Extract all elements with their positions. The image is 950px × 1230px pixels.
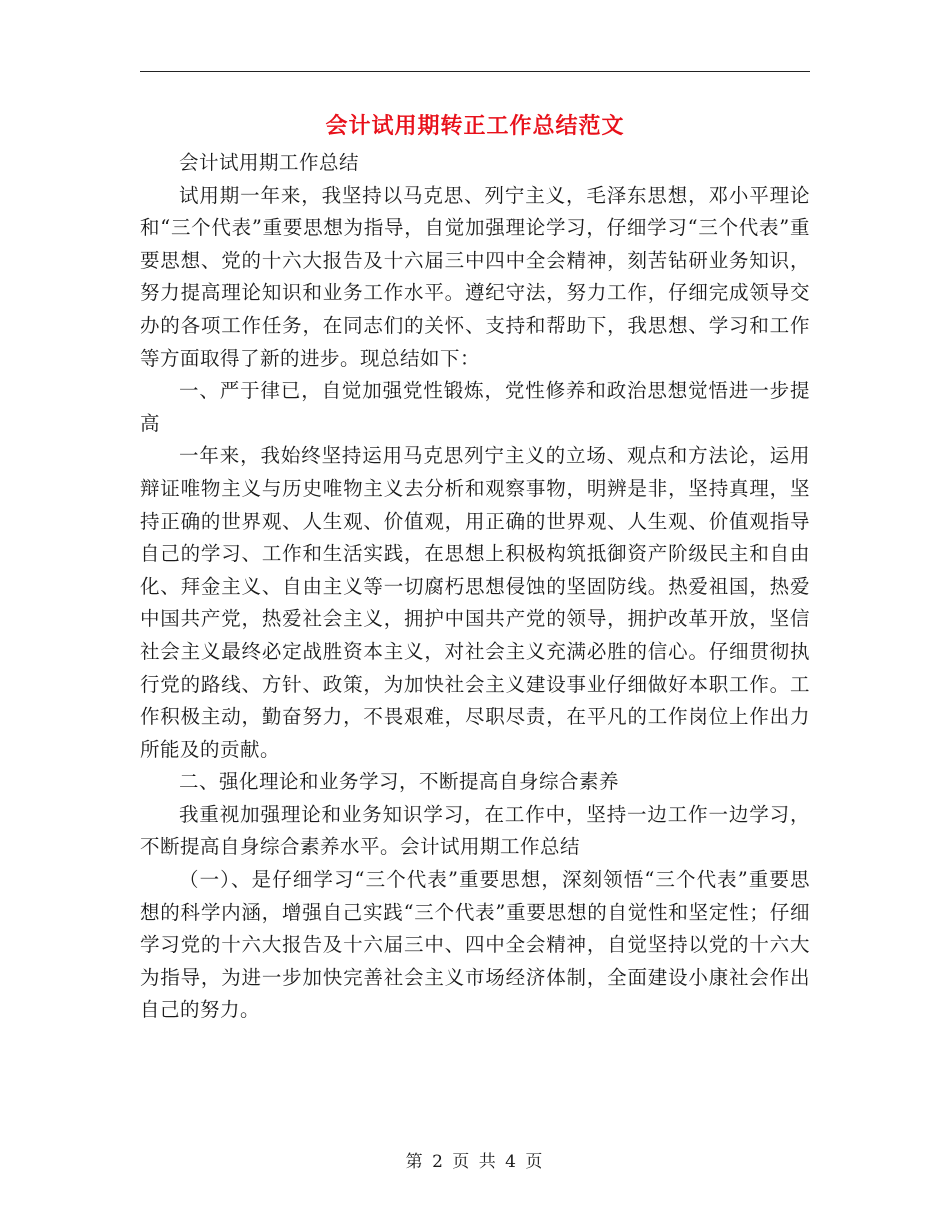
- paragraph-section-1: 一年来，我始终坚持运用马克思列宁主义的立场、观点和方法论，运用辩证唯物主义与历史唯物主义去分析和观察事物，明辨是非，坚持真理，坚持正确的世界观、人生观、价值观，用正确的世界观、人生观、价值观指导自己的学习、工作和生活实践，在思想上积极构筑抵御资产阶级民主和自由化、拜金主义、自由主义等一切腐朽思想侵蚀的坚固防线。热爱祖国，热爱中国共产党，热爱社会主义，拥护中国共产党的领导，拥护改革开放，坚信社会主义最终必定战胜资本主义，对社会主义充满必胜的信心。仔细贯彻执行党的路线、方针、政策，为加快社会主义建设事业仔细做好本职工作。工作积极主动，勤奋努力，不畏艰难，尽职尽责，在平凡的工作岗位上作出力所能及的贡献。: [140, 444, 810, 761]
- paragraph-section-2: 我重视加强理论和业务知识学习，在工作中，坚持一边工作一边学习，不断提高自身综合素养水平。会计试用期工作总结: [140, 802, 810, 859]
- header-rule: [140, 71, 810, 72]
- page-number-footer: 第 2 页 共 4 页: [405, 1152, 545, 1172]
- document-title: 会计试用期转正工作总结范文: [325, 113, 625, 139]
- paragraph-subsection-1: （一）、是仔细学习“三个代表”重要思想，深刻领悟“三个代表”重要思想的科学内涵，增强自己实践“三个代表”重要思想的自觉性和坚定性；仔细学习党的十六大报告及十六届三中、四中全会精神，自觉坚持以党的十六大为指导，为进一步加快完善社会主义市场经济体制，全面建设小康社会作出自己的努力。: [140, 868, 810, 1022]
- section-heading-1: 一、严于律已，自觉加强党性锻炼，党性修养和政治思想觉悟进一步提高: [140, 379, 810, 435]
- paragraph-intro: 试用期一年来，我坚持以马克思、列宁主义，毛泽东思想，邓小平理论和“三个代表”重要思想为指导，自觉加强理论学习，仔细学习“三个代表”重要思想、党的十六大报告及十六届三中四中全会精神，刻苦钻研业务知识，努力提高理论知识和业务工作水平。遵纪守法，努力工作，仔细完成领导交办的各项工作任务，在同志们的关怀、支持和帮助下，我思想、学习和工作等方面取得了新的进步。现总结如下：: [140, 183, 810, 370]
- section-heading-2: 二、强化理论和业务学习，不断提高自身综合素养: [179, 770, 620, 794]
- document-body: [140, 147, 810, 1027]
- paragraph-subtitle: 会计试用期工作总结: [179, 151, 360, 174]
